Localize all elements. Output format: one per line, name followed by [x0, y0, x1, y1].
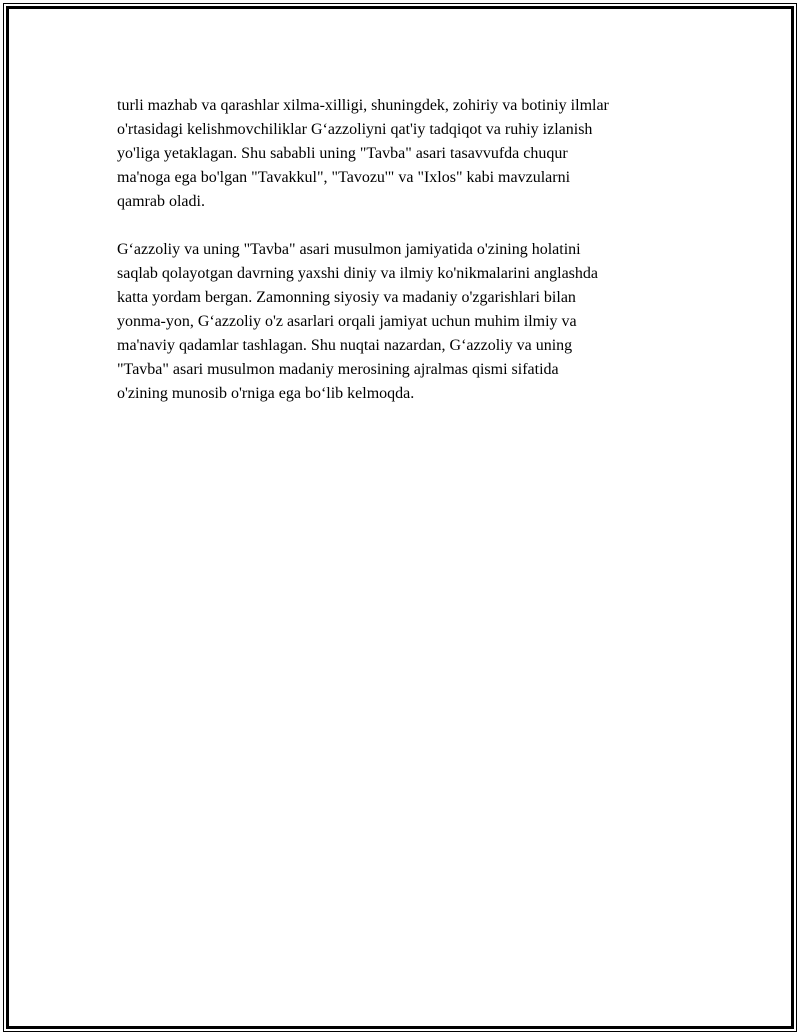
paragraph-2 — [117, 238, 697, 406]
text-line: yo'liga yetaklagan. Shu sababli uning "Tavba" asari tasavvufda chuqur — [117, 145, 568, 162]
text-line: G‘azzoliy va uning "Tavba" asari musulmon jamiyatida o'zining holatini — [117, 241, 581, 258]
paragraph-1 — [117, 94, 697, 214]
text-line: yonma-yon, G‘azzoliy o'z asarlari orqali jamiyat uchun muhim ilmiy va — [117, 313, 577, 330]
text-line: ma'naviy qadamlar tashlagan. Shu nuqtai nazardan, G‘azzoliy va uning — [117, 337, 573, 354]
document-body — [117, 94, 697, 430]
text-line: saqlab qolayotgan davrning yaxshi diniy va ilmiy ko'nikmalarini anglashda — [117, 265, 599, 282]
text-line: turli mazhab va qarashlar xilma-xilligi, shuningdek, zohiriy va botiniy ilmlar — [117, 97, 609, 114]
text-line: qamrab oladi. — [117, 193, 205, 210]
text-line: "Tavba" asari musulmon madaniy merosining ajralmas qismi sifatida — [117, 361, 559, 378]
text-line: ma'noga ega bo'lgan "Tavakkul", "Tavozu'" va "Ixlos" kabi mavzularni — [117, 169, 571, 186]
text-line: o'rtasidagi kelishmovchiliklar G‘azzoliyni qat'iy tadqiqot va ruhiy izlanish — [117, 121, 593, 138]
text-line: katta yordam bergan. Zamonning siyosiy va madaniy o'zgarishlari bilan — [117, 289, 576, 306]
text-line: o'zining munosib o'rniga ega bo‘lib kelmoqda. — [117, 385, 415, 402]
